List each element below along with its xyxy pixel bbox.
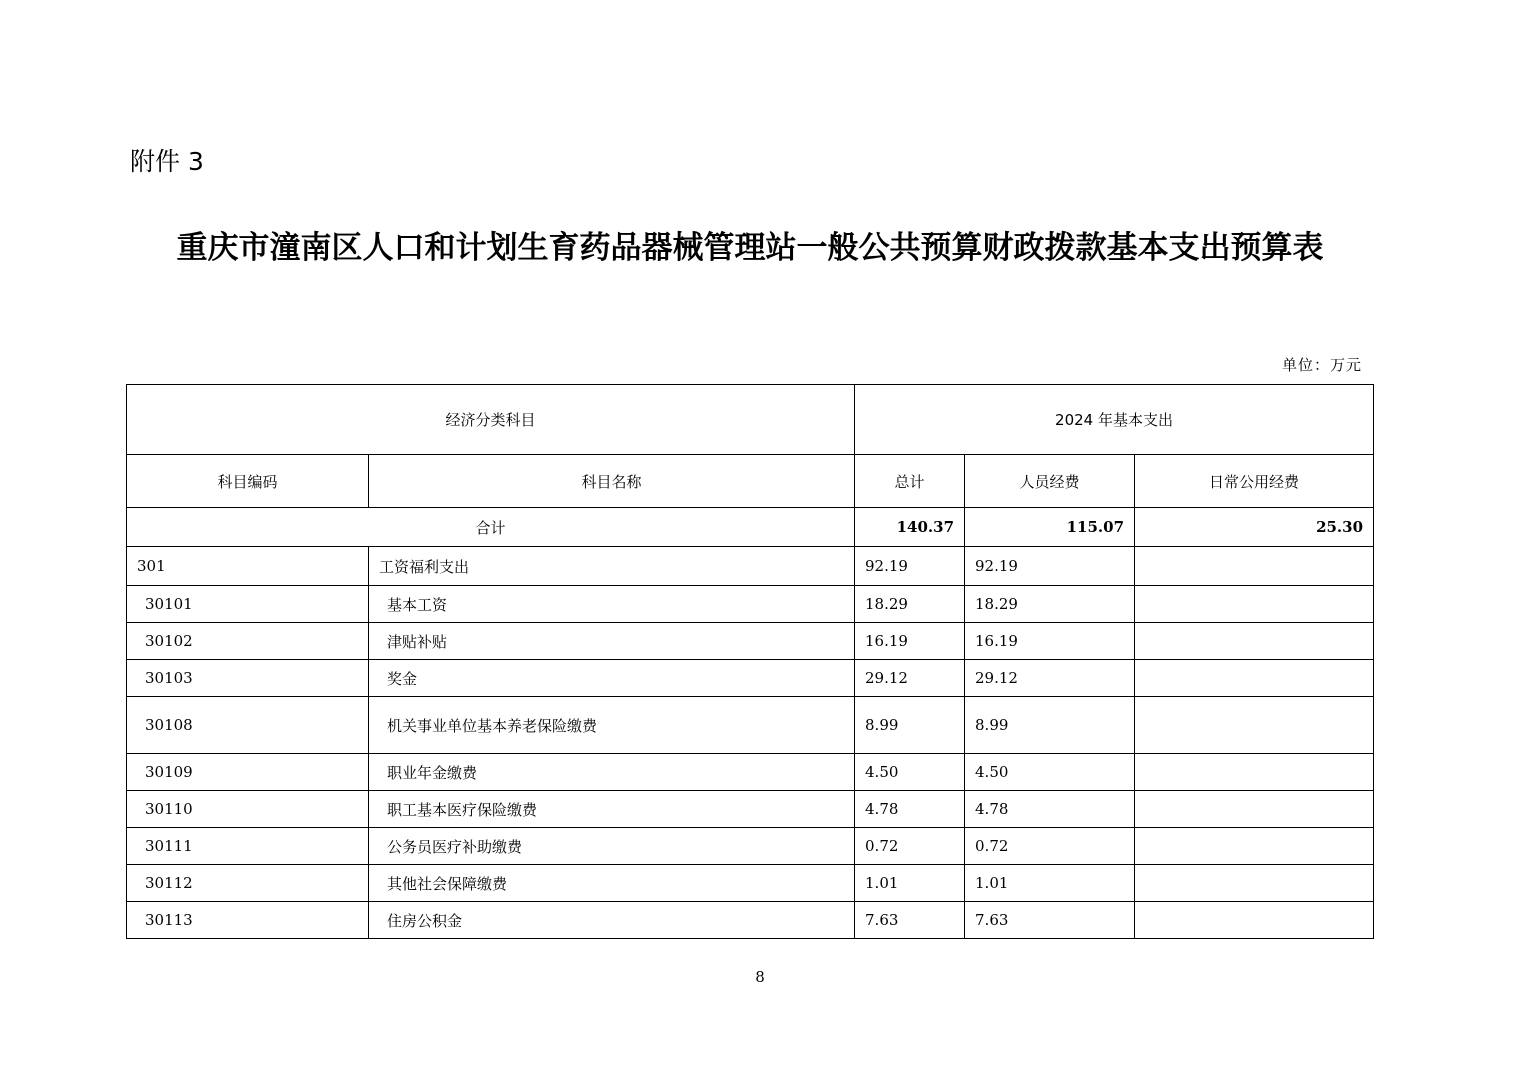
row-daily-public — [1135, 547, 1374, 586]
row-daily-public — [1135, 754, 1374, 791]
row-total: 16.19 — [855, 623, 965, 660]
total-row-total: 140.37 — [855, 508, 965, 547]
row-personnel: 1.01 — [965, 865, 1135, 902]
table-row — [127, 865, 1374, 902]
row-code: 30112 — [127, 865, 369, 902]
table-row — [127, 623, 1374, 660]
row-name: 津贴补贴 — [369, 623, 855, 660]
table-row — [127, 828, 1374, 865]
row-daily-public — [1135, 586, 1374, 623]
row-code: 30102 — [127, 623, 369, 660]
attachment-label: 附件 3 — [130, 147, 204, 176]
row-daily-public — [1135, 791, 1374, 828]
row-total: 8.99 — [855, 697, 965, 754]
row-personnel: 18.29 — [965, 586, 1135, 623]
row-daily-public — [1135, 828, 1374, 865]
column-header-row — [127, 455, 1374, 508]
row-personnel: 4.50 — [965, 754, 1135, 791]
row-name: 其他社会保障缴费 — [369, 865, 855, 902]
row-total: 4.78 — [855, 791, 965, 828]
page-number: 8 — [755, 968, 765, 986]
table-row — [127, 660, 1374, 697]
total-row-personnel: 115.07 — [965, 508, 1135, 547]
total-row — [127, 508, 1374, 547]
table-row — [127, 547, 1374, 586]
row-code: 30113 — [127, 902, 369, 939]
row-personnel: 29.12 — [965, 660, 1135, 697]
row-personnel: 0.72 — [965, 828, 1135, 865]
group-header-basic-expenditure: 2024 年基本支出 — [855, 385, 1374, 455]
row-name: 工资福利支出 — [369, 547, 855, 586]
row-total: 29.12 — [855, 660, 965, 697]
row-daily-public — [1135, 623, 1374, 660]
row-code: 30108 — [127, 697, 369, 754]
row-total: 1.01 — [855, 865, 965, 902]
document-title: 重庆市潼南区人口和计划生育药品器械管理站一般公共预算财政拨款基本支出预算表 — [176, 230, 1324, 266]
column-header-code: 科目编码 — [127, 455, 369, 508]
row-personnel: 7.63 — [965, 902, 1135, 939]
row-total: 92.19 — [855, 547, 965, 586]
table-row — [127, 791, 1374, 828]
row-daily-public — [1135, 902, 1374, 939]
row-name: 奖金 — [369, 660, 855, 697]
row-name: 基本工资 — [369, 586, 855, 623]
row-personnel: 8.99 — [965, 697, 1135, 754]
group-header-row — [127, 385, 1374, 455]
row-total: 18.29 — [855, 586, 965, 623]
row-code: 30103 — [127, 660, 369, 697]
row-daily-public — [1135, 660, 1374, 697]
row-personnel: 16.19 — [965, 623, 1135, 660]
row-personnel: 92.19 — [965, 547, 1135, 586]
column-header-total: 总计 — [855, 455, 965, 508]
row-code: 30111 — [127, 828, 369, 865]
row-name: 职工基本医疗保险缴费 — [369, 791, 855, 828]
row-name: 职业年金缴费 — [369, 754, 855, 791]
column-header-daily-public: 日常公用经费 — [1135, 455, 1374, 508]
unit-label: 单位：万元 — [1281, 356, 1362, 374]
row-total: 4.50 — [855, 754, 965, 791]
row-code: 301 — [127, 547, 369, 586]
row-name: 公务员医疗补助缴费 — [369, 828, 855, 865]
row-total: 0.72 — [855, 828, 965, 865]
row-code: 30101 — [127, 586, 369, 623]
table-row — [127, 697, 1374, 754]
table-row — [127, 754, 1374, 791]
table-row — [127, 902, 1374, 939]
total-row-daily-public: 25.30 — [1135, 508, 1374, 547]
table-row — [127, 586, 1374, 623]
row-name: 住房公积金 — [369, 902, 855, 939]
row-total: 7.63 — [855, 902, 965, 939]
row-daily-public — [1135, 697, 1374, 754]
budget-table — [126, 384, 1374, 939]
row-name: 机关事业单位基本养老保险缴费 — [369, 697, 855, 754]
row-code: 30110 — [127, 791, 369, 828]
row-code: 30109 — [127, 754, 369, 791]
group-header-economic-category: 经济分类科目 — [127, 385, 855, 455]
row-personnel: 4.78 — [965, 791, 1135, 828]
row-daily-public — [1135, 865, 1374, 902]
column-header-name: 科目名称 — [369, 455, 855, 508]
total-row-label: 合计 — [127, 508, 855, 547]
column-header-personnel: 人员经费 — [965, 455, 1135, 508]
